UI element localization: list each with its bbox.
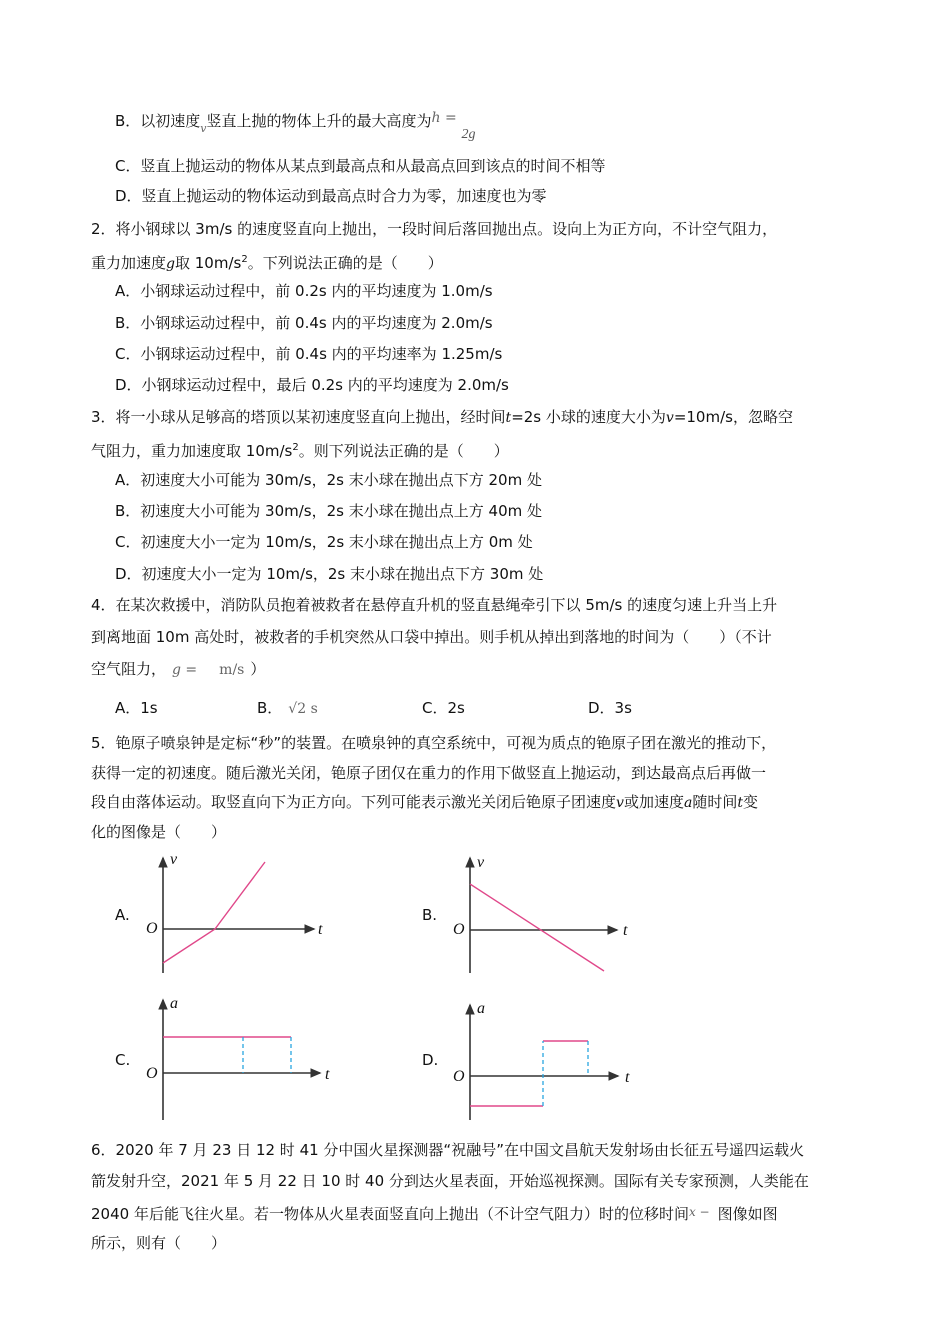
graph-b-curve <box>470 884 604 971</box>
graph-b-origin: O <box>453 921 465 938</box>
text: 3．将一小球从足够高的塔顶以某初速度竖直向上抛出，经时间 <box>91 408 506 426</box>
q1-b-text2: 竖直上抛的物体上升的最大高度为 <box>206 112 432 130</box>
text: 变 <box>742 793 758 811</box>
q6-stem-line1: 6．2020 年 7 月 23 日 12 时 41 分中国火星探测器“祝融号”在中国文昌航天发射场由长征五号遥四运载火 <box>91 1141 804 1159</box>
text: 随时间 <box>692 793 738 811</box>
graph-b <box>470 858 617 973</box>
text: 取 10m/s <box>174 254 242 272</box>
text: 重力加速度 <box>91 254 167 272</box>
graph-d <box>470 1005 618 1120</box>
graph-c-y-label: a <box>170 995 178 1012</box>
q4-option-a: A．1s <box>115 699 158 717</box>
q2-option-d: D．小钢球运动过程中，最后 0.2s 内的平均速度为 2.0m/s <box>115 376 509 394</box>
text: 段自由落体运动。取竖直向下为正方向。下列可能表示激光关闭后铯原子团速度 <box>91 793 617 811</box>
q2-option-a: A．小钢球运动过程中，前 0.2s 内的平均速度为 1.0m/s <box>115 282 493 300</box>
text: =2s 小球的速度大小为 <box>511 408 666 426</box>
q3-option-d: D．初速度大小一定为 10m/s，2s 末小球在抛出点下方 30m 处 <box>115 565 544 583</box>
graph-c-label: C. <box>115 1051 131 1069</box>
graph-b-y-label: v <box>477 854 485 871</box>
q1-option-c: C．竖直上抛运动的物体从某点到最高点和从最高点回到该点的时间不相等 <box>115 157 606 175</box>
text: 空气阻力， <box>91 660 167 678</box>
math-v: v <box>665 410 674 426</box>
graph-c <box>163 1000 320 1120</box>
graph-d-y-label: a <box>477 1000 485 1017</box>
q3-option-c: C．初速度大小一定为 10m/s，2s 末小球在抛出点上方 0m 处 <box>115 533 533 551</box>
text: =10m/s，忽略空 <box>673 408 793 426</box>
q2-option-b: B．小钢球运动过程中，前 0.4s 内的平均速度为 2.0m/s <box>115 314 493 332</box>
math-denominator: 2g <box>461 127 476 142</box>
text: 2040 年后能飞往火星。若一物体从火星表面竖直向上抛出（不计空气阻力）时的位移时间 <box>91 1205 689 1223</box>
q5-stem-line4: 化的图像是（ ） <box>91 823 227 841</box>
graph-a-x-label: t <box>318 921 323 938</box>
q5-stem-line1: 5．铯原子喷泉钟是定标“秒”的装置。在喷泉钟的真空系统中，可视为质点的铯原子团在激光的推动下， <box>91 734 777 752</box>
math-sqrt2: √2 s <box>288 701 318 717</box>
q5-stem-line2: 获得一定的初速度。随后激光关闭，铯原子团仅在重力的作用下做竖直上抛运动，到达最高点后再做一 <box>91 764 767 782</box>
math-a: a <box>683 795 693 811</box>
graph-a <box>163 858 314 973</box>
graph-b-x-label: t <box>623 922 628 939</box>
q3-option-b: B．初速度大小可能为 30m/s，2s 末小球在抛出点上方 40m 处 <box>115 502 542 520</box>
math-h: h = <box>431 110 457 126</box>
superscript: 2 <box>292 442 299 453</box>
text: B． <box>257 699 283 717</box>
text: ） <box>250 660 266 678</box>
graph-a-y-label: v <box>170 851 178 868</box>
q1-option-d: D．竖直上抛运动的物体运动到最高点时合力为零，加速度也为零 <box>115 187 547 205</box>
graph-a-origin: O <box>146 920 158 937</box>
q3-option-a: A．初速度大小可能为 30m/s，2s 末小球在抛出点下方 20m 处 <box>115 471 542 489</box>
text: 。则下列说法正确的是（ ） <box>298 442 509 460</box>
graph-d-label: D. <box>422 1051 439 1069</box>
q6-stem-line2: 箭发射升空，2021 年 5 月 22 日 10 时 40 分到达火星表面，开始巡视探测。国际有关专家预测，人类能在 <box>91 1172 809 1190</box>
superscript: 2 <box>241 254 248 265</box>
q4-option-c: C．2s <box>422 699 465 717</box>
q2-option-c: C．小钢球运动过程中，前 0.4s 内的平均速率为 1.25m/s <box>115 345 503 363</box>
q6-stem-line3 <box>91 1202 778 1224</box>
graph-d-x-label: t <box>625 1069 630 1086</box>
math-x-t: x − <box>688 1205 710 1219</box>
graph-b-label: B. <box>422 906 438 924</box>
text: 气阻力，重力加速度取 10m/s <box>91 442 293 460</box>
graph-d-origin: O <box>453 1068 465 1085</box>
math-v: v <box>616 795 624 811</box>
math-g: g <box>166 256 175 272</box>
text: 。下列说法正确的是（ ） <box>247 254 443 272</box>
graph-a-curve <box>163 862 265 963</box>
q4-stem-line2: 到离地面 10m 高处时，被救者的手机突然从口袋中掉出。则手机从掉出到落地的时间为（ ）（不计 <box>91 628 772 646</box>
text: 图像如图 <box>717 1205 778 1223</box>
text: 或加速度 <box>623 793 684 811</box>
graph-c-x-label: t <box>325 1066 330 1083</box>
q1-b-text: B．以初速度 <box>115 112 201 130</box>
graph-a-label: A. <box>115 906 130 924</box>
math-g: g = <box>172 662 198 678</box>
math-t: t <box>737 795 743 811</box>
q4-option-d: D．3s <box>588 699 632 717</box>
math-v0: v <box>200 122 207 135</box>
q4-stem-line1: 4．在某次救援中，消防队员抱着被救者在悬停直升机的竖直悬绳牵引下以 5m/s 的速度匀速上升当上升 <box>91 596 778 614</box>
q6-stem-line4: 所示，则有（ ） <box>91 1234 227 1252</box>
graph-c-origin: O <box>146 1065 158 1082</box>
q2-stem-line1: 2．将小钢球以 3m/s 的速度竖直向上抛出，一段时间后落回抛出点。设向上为正方向，不计空气阻力， <box>91 220 778 238</box>
math-unit: m/s <box>219 662 245 678</box>
math-t: t <box>505 410 512 426</box>
